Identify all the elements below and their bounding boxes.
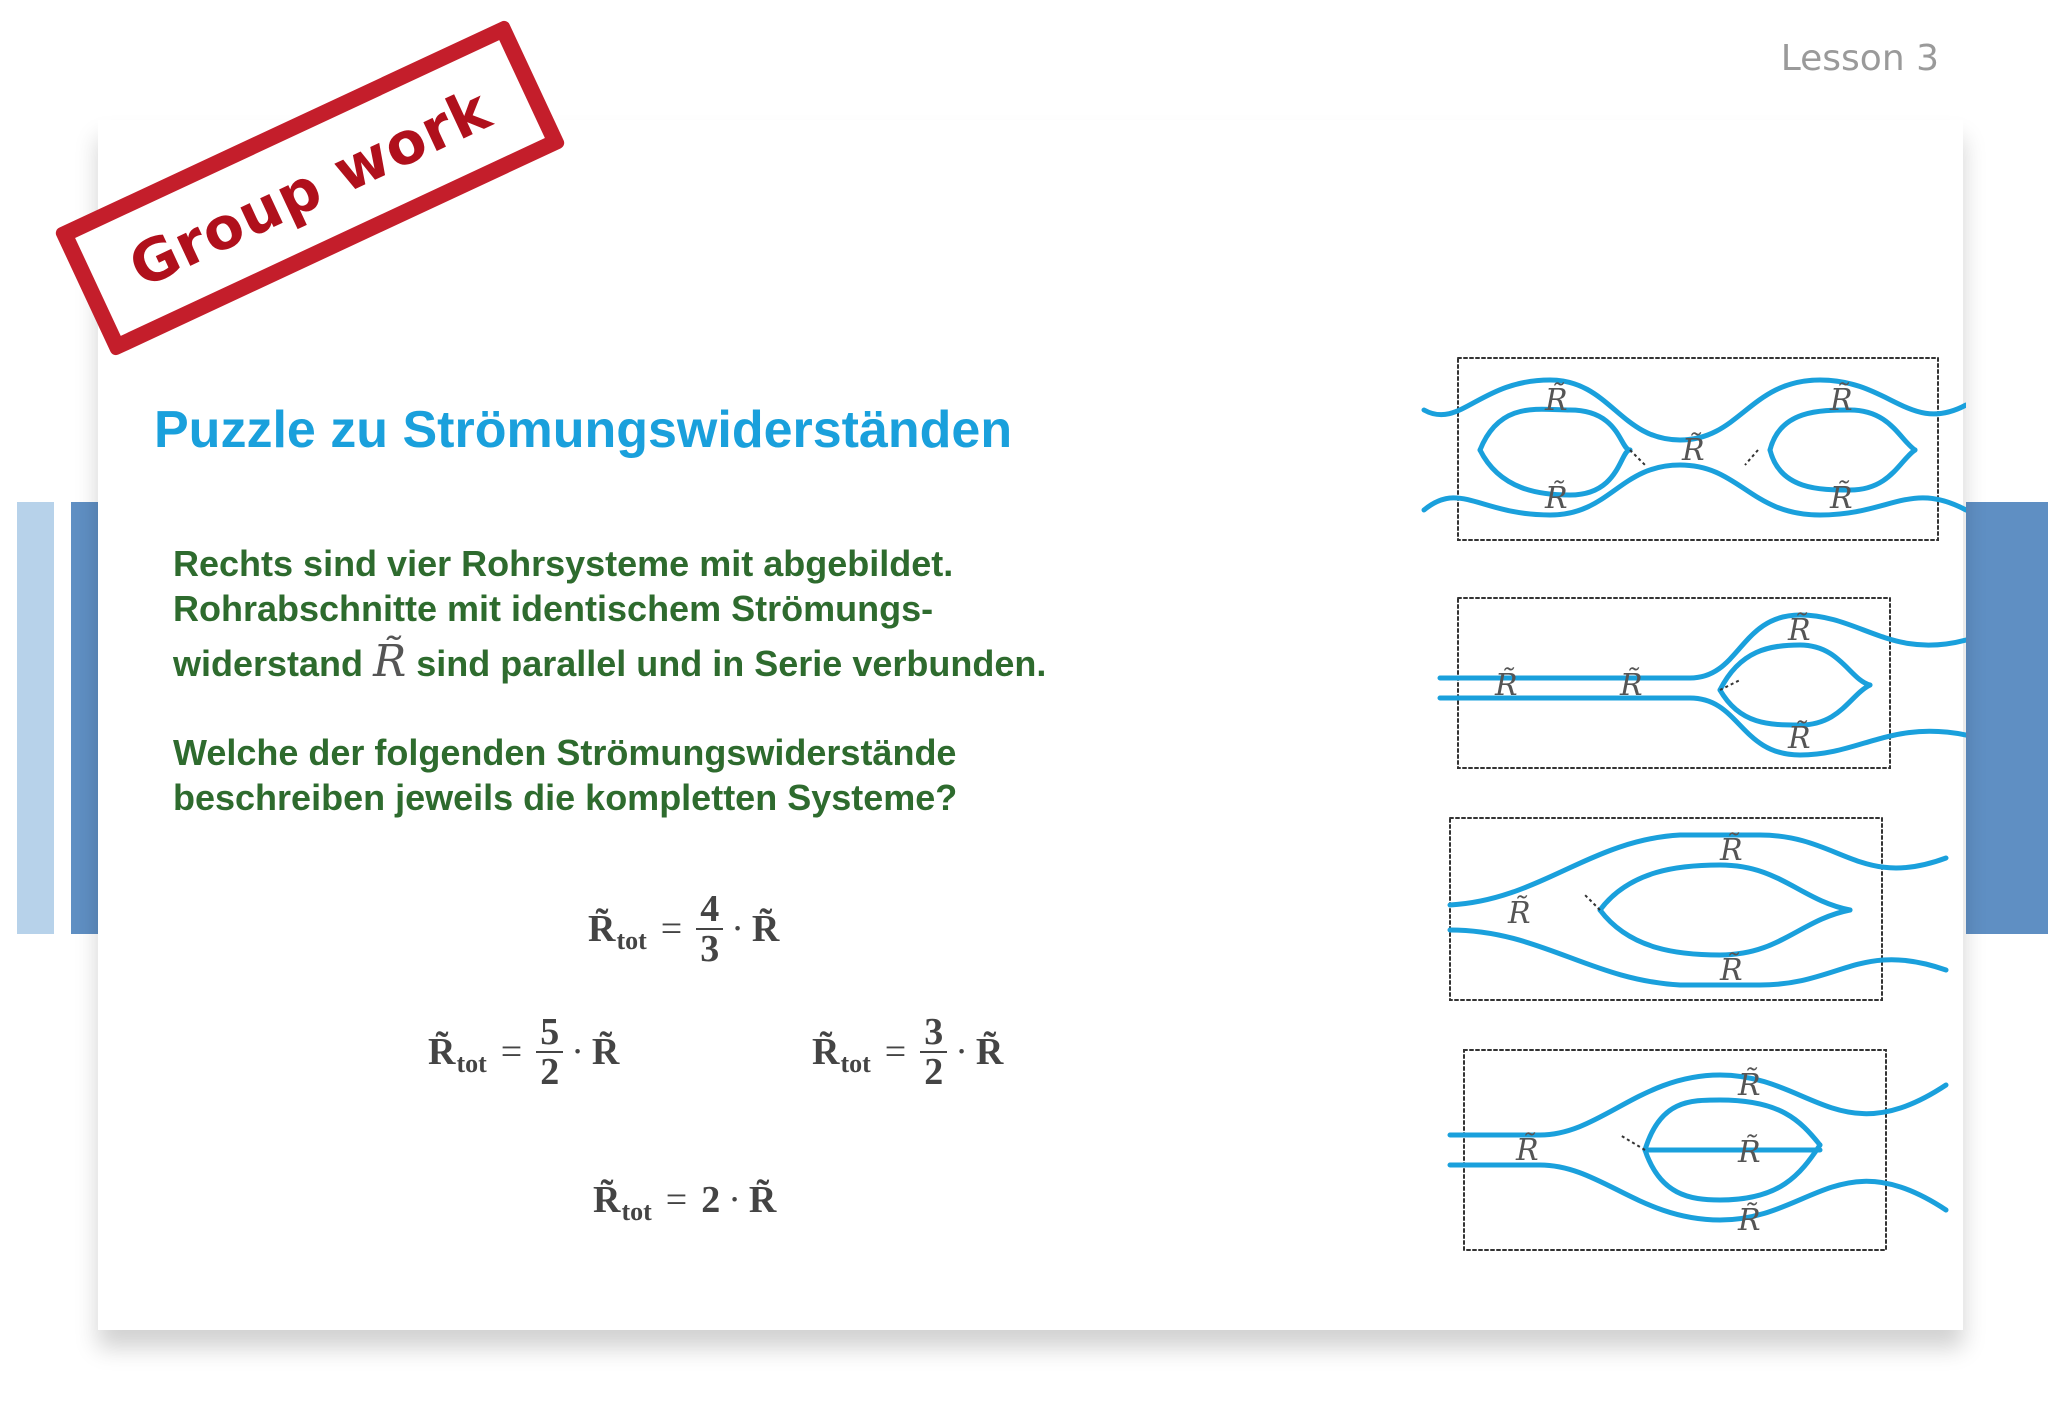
pipe-systems-diagram	[1420, 340, 1966, 1270]
formula-rhs: R̃	[975, 1031, 1004, 1073]
r-label: R̃	[1738, 1203, 1761, 1238]
r-label: R̃	[1738, 1068, 1761, 1103]
instruction-line-3	[173, 636, 1047, 687]
r-label: R̃	[1508, 896, 1531, 931]
r-label: R̃	[1682, 433, 1705, 468]
formula-equals: =	[884, 1031, 907, 1073]
formula-subscript: tot	[621, 1197, 652, 1226]
fraction-numerator: 3	[920, 1013, 947, 1053]
slide-title: Puzzle zu Strömungswiderständen	[154, 401, 1013, 459]
formula-fraction	[920, 1013, 947, 1091]
instruction-line-3-post: sind parallel und in Serie verbunden.	[416, 643, 1047, 684]
instruction-paragraph	[173, 541, 1046, 686]
fraction-numerator: 5	[536, 1013, 563, 1053]
r-label: R̃	[1788, 721, 1811, 756]
r-label: R̃	[1720, 953, 1743, 988]
r-label: R̃	[1495, 668, 1518, 703]
formula-rhs: R̃	[748, 1179, 777, 1221]
formula-fraction	[696, 890, 723, 968]
pipe-systems-svg	[1420, 340, 1966, 1270]
formula-five-halves	[428, 1013, 619, 1091]
formula-lhs: R̃	[593, 1179, 621, 1221]
formula-four-thirds	[588, 890, 779, 968]
instruction-line-3-pre: widerstand	[173, 643, 364, 684]
formula-subscript: tot	[616, 926, 647, 955]
formula-equals: =	[500, 1031, 523, 1073]
r-label: R̃	[1738, 1135, 1761, 1170]
r-label: R̃	[1788, 613, 1811, 648]
formula-equals: =	[665, 1179, 688, 1221]
formula-dot: ·	[955, 1031, 968, 1073]
decorative-bar-right	[1966, 502, 2048, 934]
r-label: R̃	[1830, 481, 1853, 516]
question-paragraph	[173, 730, 957, 820]
formula-subscript: tot	[840, 1049, 871, 1078]
formula-equals: =	[660, 908, 683, 950]
formula-lhs: R̃	[428, 1031, 456, 1073]
decorative-bar-light	[17, 502, 54, 934]
formula-dot: ·	[731, 908, 744, 950]
fraction-denominator: 2	[924, 1051, 944, 1093]
r-label: R̃	[1545, 383, 1568, 418]
formula-dot: ·	[571, 1031, 584, 1073]
resistance-symbol: R̃	[373, 636, 407, 687]
r-label: R̃	[1830, 383, 1853, 418]
formula-three-halves	[812, 1013, 1003, 1091]
formula-two	[593, 1178, 777, 1226]
fraction-numerator: 4	[696, 890, 723, 930]
decorative-bar-left	[71, 502, 99, 934]
r-label: R̃	[1620, 668, 1643, 703]
formula-rhs: R̃	[591, 1031, 620, 1073]
r-label: R̃	[1720, 833, 1743, 868]
question-line-1: Welche der folgenden Strömungswiderstände	[173, 732, 957, 773]
question-line-2: beschreiben jeweils die kompletten Systeme?	[173, 777, 958, 818]
pipe-system-2	[1440, 598, 1966, 768]
formula-factor: 2	[701, 1179, 721, 1221]
r-label: R̃	[1516, 1133, 1539, 1168]
instruction-line-1: Rechts sind vier Rohrsysteme mit abgebildet.	[173, 543, 954, 584]
formula-lhs: R̃	[812, 1031, 840, 1073]
formula-lhs: R̃	[588, 908, 616, 950]
formula-rhs: R̃	[751, 908, 780, 950]
instruction-line-2: Rohrabschnitte mit identischem Strömungs-	[173, 588, 934, 629]
lesson-label: Lesson 3	[1780, 38, 1939, 79]
fraction-denominator: 2	[540, 1051, 560, 1093]
formula-fraction	[536, 1013, 563, 1091]
r-label: R̃	[1545, 481, 1568, 516]
stamp-text: Group work	[119, 74, 501, 302]
fraction-denominator: 3	[700, 928, 720, 970]
formula-dot: ·	[728, 1179, 741, 1221]
formula-subscript: tot	[456, 1049, 487, 1078]
